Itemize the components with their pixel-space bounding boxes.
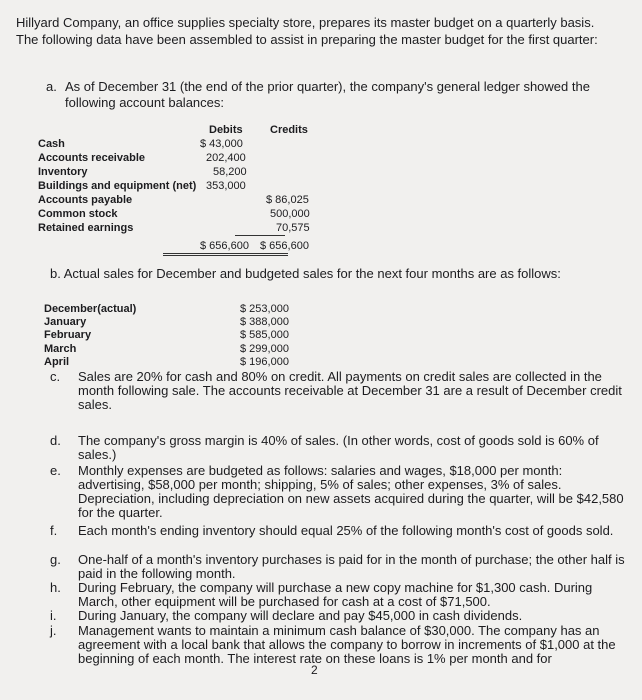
page-number: 2 — [311, 663, 318, 677]
item-text: The company's gross margin is 40% of sales. (In other words, cost of goods sold is 60% of sales.) — [78, 433, 599, 462]
list-item — [50, 464, 625, 520]
list-item — [50, 624, 625, 666]
item-b-label: b. — [50, 266, 61, 281]
ledger-total-debit: $ 656,600 — [200, 240, 249, 252]
ledger-account: Buildings and equipment (net) — [38, 180, 197, 192]
ledger-total-double-rule — [163, 255, 288, 256]
ledger-header-credits: Credits — [270, 124, 308, 136]
sales-amount: $ 253,000 — [240, 303, 289, 315]
sales-month: December(actual) — [44, 303, 137, 315]
ledger-credit: 500,000 — [270, 208, 310, 220]
ledger-header-debits: Debits — [209, 124, 243, 136]
ledger-account: Accounts payable — [38, 194, 133, 206]
list-item — [50, 581, 625, 609]
list-item — [50, 553, 625, 581]
ledger-account: Inventory — [38, 166, 88, 178]
item-label: g. — [50, 552, 61, 567]
sales-amount: $ 196,000 — [240, 356, 289, 368]
item-b-text: Actual sales for December and budgeted sales for the next four months are as follows: — [63, 266, 561, 281]
item-a-label: a. — [46, 79, 57, 94]
item-label: j. — [50, 623, 57, 638]
ledger-debit: 202,400 — [206, 152, 246, 164]
sales-month: March — [44, 343, 77, 355]
sales-amount: $ 299,000 — [240, 343, 289, 355]
list-item — [50, 609, 625, 623]
sales-amount: $ 585,000 — [240, 329, 289, 341]
item-label: c. — [50, 369, 61, 384]
ledger-debit: 353,000 — [206, 180, 246, 192]
ledger-subtotal-rule — [235, 235, 285, 236]
item-text: During January, the company will declare and pay $45,000 in cash dividends. — [78, 608, 523, 623]
ledger-total-rule — [163, 253, 288, 254]
list-item — [50, 524, 625, 538]
ledger-account: Accounts receivable — [38, 152, 145, 164]
item-label: e. — [50, 463, 61, 478]
ledger-account: Common stock — [38, 208, 118, 220]
item-label: h. — [50, 580, 61, 595]
item-text: Sales are 20% for cash and 80% on credit. All payments on credit sales are collected in the month following sale. The accounts receivable at December 31 are a result of December credit sales. — [78, 369, 622, 412]
ledger-account: Cash — [38, 138, 65, 150]
item-a — [46, 79, 606, 111]
item-label: d. — [50, 433, 61, 448]
ledger-debit: 58,200 — [213, 166, 247, 178]
item-text: Monthly expenses are budgeted as follows: salaries and wages, $18,000 per month: advertising, $58,000 per month; shipping, 5% of sales; other expenses, 3% of sales. Depreciation, including depreciation on new assets acquired during the quarter, will be $42,580 for the quarter. — [78, 463, 624, 520]
sales-month: April — [44, 356, 70, 368]
item-a-text: As of December 31 (the end of the prior quarter), the company's general ledger showed the following account balances: — [65, 79, 590, 110]
sales-amount: $ 388,000 — [240, 316, 289, 328]
sales-month: January — [44, 316, 87, 328]
ledger-debit: $ 43,000 — [200, 138, 243, 150]
item-label: f. — [50, 523, 58, 538]
ledger-total-credit: $ 656,600 — [260, 240, 309, 252]
sales-month: February — [44, 329, 92, 341]
item-text: Management wants to maintain a minimum cash balance of $30,000. The company has an agreement with a local bank that allows the company to borrow in increments of $1,000 at the beginning of each month. The interest rate on these loans is 1% per month and for — [78, 623, 616, 666]
item-text: Each month's ending inventory should equal 25% of the following month's cost of goods sold. — [78, 523, 614, 538]
item-b — [50, 266, 561, 281]
intro-paragraph: Hillyard Company, an office supplies specialty store, prepares its master budget on a quarterly basis. The following data have been assembled to assist in preparing the master budget for the first quarter: — [16, 15, 598, 47]
item-text: One-half of a month's inventory purchases is paid for in the month of purchase; the other half is paid in the following month. — [78, 552, 625, 581]
ledger-account: Retained earnings — [38, 222, 134, 234]
item-label: i. — [50, 608, 57, 623]
list-item — [50, 370, 625, 412]
ledger-credit: 70,575 — [276, 222, 310, 234]
ledger-credit: $ 86,025 — [266, 194, 309, 206]
list-item — [50, 434, 625, 462]
item-text: During February, the company will purchase a new copy machine for $1,300 cash. During March, other equipment will be purchased for cash at a cost of $71,500. — [78, 580, 593, 609]
